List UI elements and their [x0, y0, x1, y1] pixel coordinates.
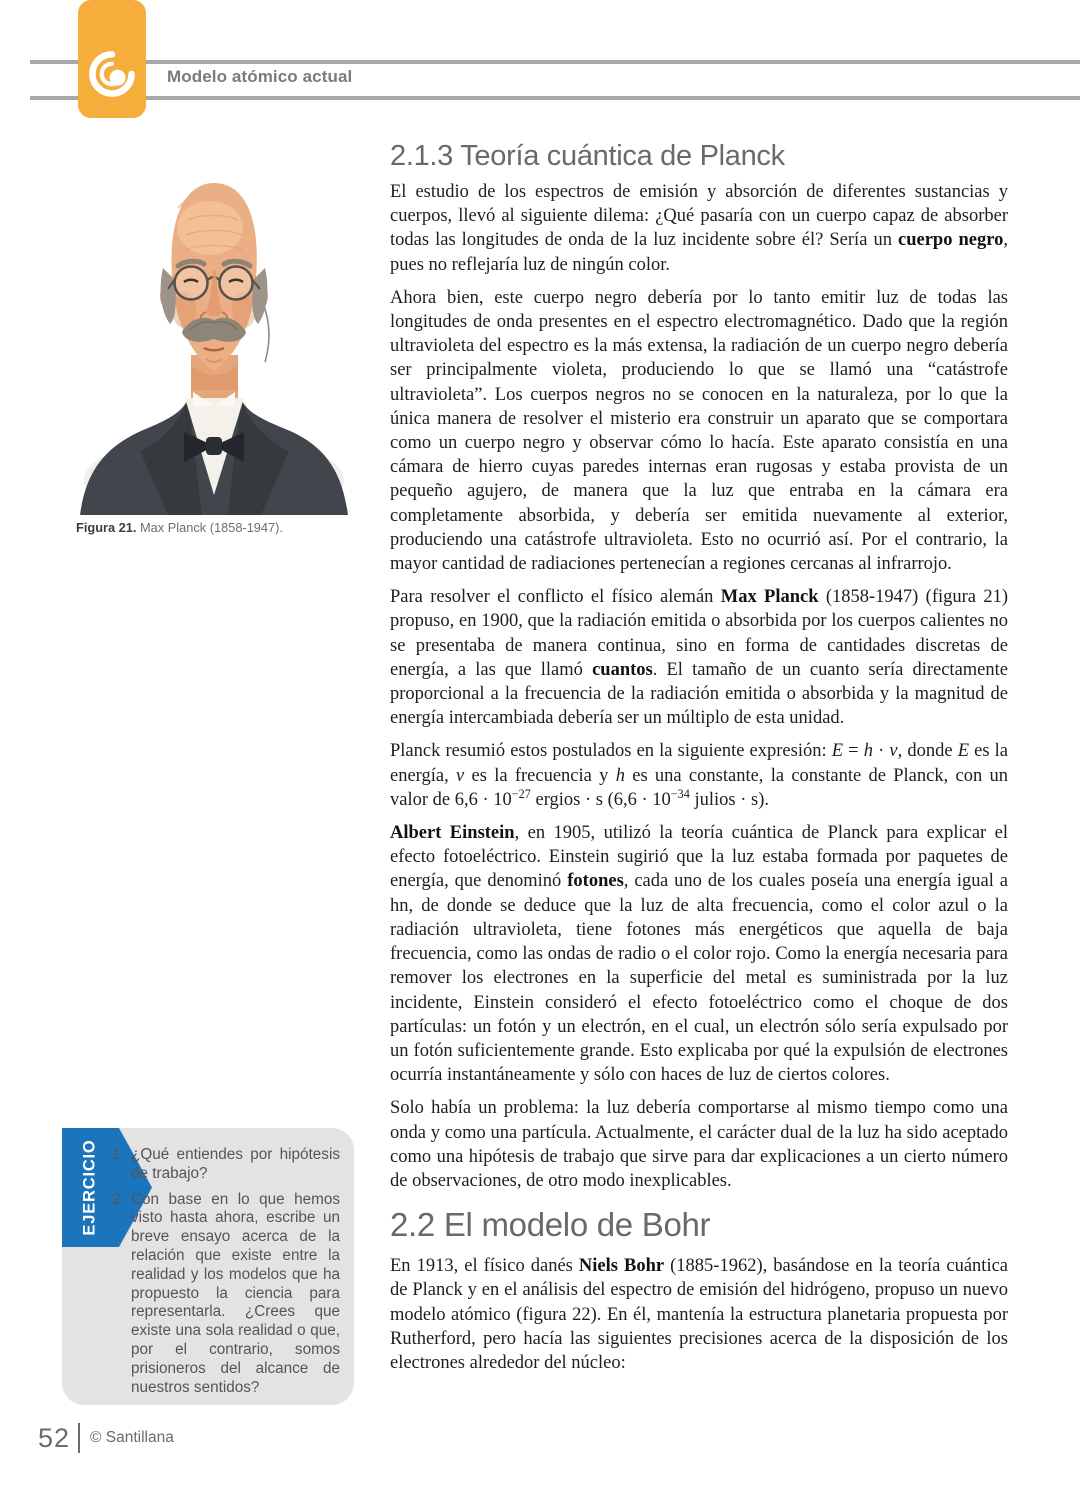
- exercise-item-number: 1.: [112, 1146, 125, 1163]
- exercise-item-text: Con base en lo que hemos visto hasta ahora, escribe un breve ensayo acerca de la relación que existe entre la realidad y los modelos que ha propuesto la ciencia para representarla. ¿Crees que existe una sola realidad o que, por el contrario, somos prisioneros del alcance de nuestros sentidos?: [131, 1190, 340, 1396]
- figure-caption-text: Max Planck (1858-1947).: [136, 520, 283, 535]
- exercise-item-1: [112, 1146, 340, 1184]
- paragraph: Solo había un problema: la luz debería comportarse al mismo tiempo como una onda y como una partícula. Actualmente, el carácter dual de la luz ha sido aceptado como una hipótesis de trabajo que sirve para dar explicaciones a un cierto número de observaciones, de otro modo inexplicables.: [390, 1098, 1008, 1191]
- page-footer: [38, 1420, 174, 1456]
- exercise-label: EJERCICIO: [80, 1139, 99, 1236]
- page-number: 52: [38, 1422, 71, 1453]
- paragraph: Para resolver el conflicto el físico alemán Max Planck (1858-1947) (figura 21) propuso, en 1900, que la radiación emitida o absorbida por los cuerpos calientes no se presentaba de manera continua, sino en forma de cantidades discretas de energía, a las que llamó cuantos. El tamaño de un cuanto sería directamente proporcional a la frecuencia de la radiación emitida o absorbida y la magnitud de energía intercambiada debería ser un múltiplo de esta unidad.: [390, 587, 1008, 729]
- section-2-title: 2.2 El modelo de Bohr: [390, 1206, 711, 1244]
- copyright-text: © Santillana: [90, 1429, 174, 1446]
- exercise-item-number: 2.: [112, 1190, 125, 1208]
- footer-divider: [78, 1423, 80, 1453]
- figure-caption: [76, 520, 371, 536]
- chapter-tab: [78, 0, 146, 118]
- header-rule-bottom: [30, 96, 1080, 100]
- paragraph: Planck resumió estos postulados en la siguiente expresión: E = h · ν, donde E es la energía, ν es la frecuencia y h es una constante, la constante de Planck, con un valor de $6,6 \cdot 10^{-27}$ ergios · s ($6,6 \cdot 10^{-34}$ julios · s).: [390, 741, 1009, 810]
- paragraph: En 1913, el físico danés Niels Bohr (1885-1962), basándose en la teoría cuántica de Planck y en el análisis del espectro de emisión del hidrógeno, propuso un nuevo modelo atómico (figura 22). En él, mantenía la estructura planetaria propuesta por Rutherford, pero hacía las siguientes precisiones acerca de la disposición de los electrones alrededor del núcleo:: [390, 1256, 1009, 1373]
- header-rule-top: [30, 60, 1080, 64]
- exercise-items: [112, 1146, 340, 1404]
- figure-caption-label: Figura 21.: [76, 520, 137, 535]
- section-1-title: 2.1.3 Teoría cuántica de Planck: [390, 140, 785, 172]
- chapter-title: Modelo atómico actual: [167, 67, 353, 86]
- paragraph: Albert Einstein, en 1905, utilizó la teoría cuántica de Planck para explicar el efecto fotoeléctrico. Einstein sugirió que la luz estaba formada por paquetes de energía, que denominó fotones, cada uno de los cuales poseía una energía igual a hn, de donde se deduce que la luz de alta frecuencia, como el color azul o la radiación ultravioleta, tiene fotones más energéticos que aquella de baja frecuencia, como las ondas de radio o el color rojo. Como la energía necesaria para remover los electrones en la superficie del metal es suministrada por la luz incidente, Einstein consideró el efecto fotoeléctrico como el choque de dos partículas: un fotón y un electrón, en el cual, un electrón sólo sería expulsado por un fotón suficientemente grande. Esto explicaba por qué la expulsión de electrones ocurría instantáneamente y sólo con haces de luz de ciertos colores.: [390, 823, 1009, 1086]
- exercise-item-2: [112, 1191, 340, 1398]
- main-text-column: [390, 140, 1008, 1384]
- max-planck-portrait-illustration: [72, 150, 357, 515]
- paragraph: Ahora bien, este cuerpo negro debería por lo tanto emitir luz de todas las longitudes de onda presentes en el espectro electromagnético. Dado que la región ultravioleta del espectro es la más extensa, la radiación de un cuerpo negro debería ser principalmente violeta, produciendo lo que se llamó una “catástrofe ultravioleta”. Los cuerpos negros no se conocen en la naturaleza, por lo que la única manera de resolver el misterio era construir un aparato que se comportara como un cuerpo negro y observar cómo lo hacía. Este aparato consistía en una cámara de hierro cuyas paredes internas eran rugosas y estaba provista de un pequeño agujero, de manera que la luz que entraba en la cámara era completamente absorbida, y debería ser emitida nuevamente al exterior, produciendo una catástrofe ultravioleta. Esto no ocurrió así. Por el contrario, la mayor cantidad de radiaciones pertenecían a regiones cercanas al infrarrojo.: [390, 287, 1008, 575]
- paragraph: El estudio de los espectros de emisión y absorción de diferentes sustancias y cuerpos, llevó al siguiente dilema: ¿Qué pasaría con un cuerpo capaz de absorber todas las longitudes de onda de la luz incidente sobre él? Sería un cuerpo negro, pues no reflejaría luz de ningún color.: [390, 182, 1009, 275]
- exercise-item-text: ¿Qué entiendes por hipótesis de trabajo?: [131, 1146, 340, 1182]
